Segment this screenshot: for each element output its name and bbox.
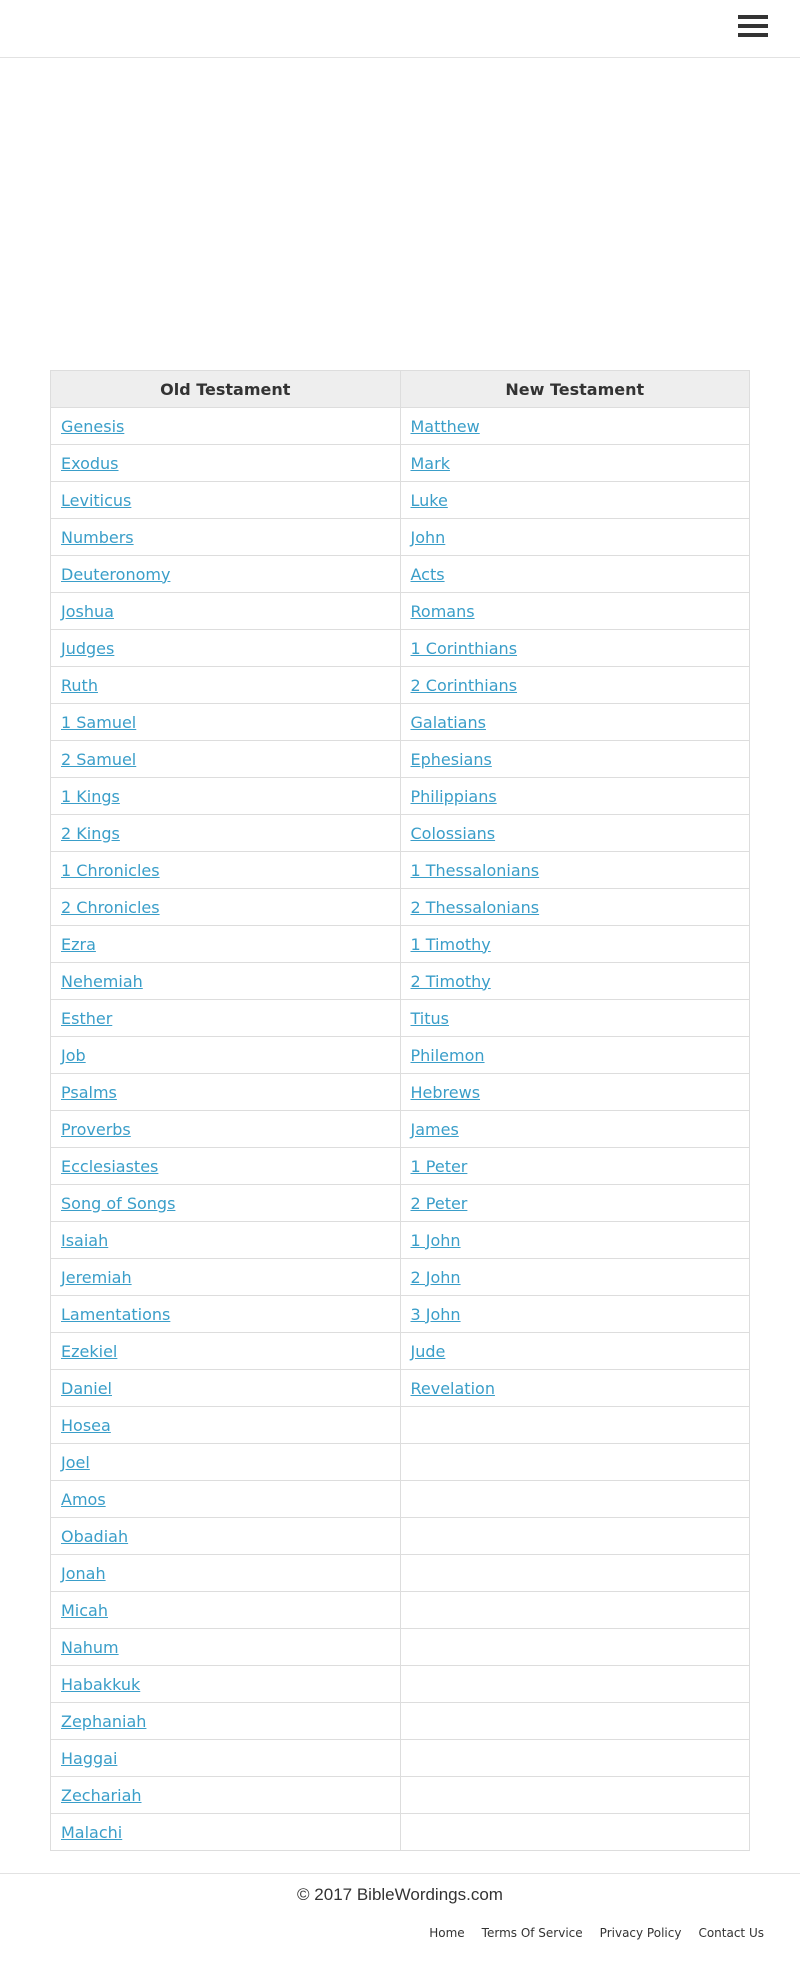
new-testament-cell bbox=[400, 1481, 750, 1518]
book-link[interactable]: Zephaniah bbox=[61, 1711, 147, 1731]
table-row bbox=[51, 1481, 750, 1518]
new-testament-cell bbox=[400, 445, 750, 482]
table-row bbox=[51, 1666, 750, 1703]
book-link[interactable]: Job bbox=[61, 1045, 86, 1065]
old-testament-cell bbox=[51, 1703, 401, 1740]
book-link[interactable]: Isaiah bbox=[61, 1230, 109, 1250]
new-testament-cell bbox=[400, 1740, 750, 1777]
old-testament-cell bbox=[51, 1777, 401, 1814]
table-row bbox=[51, 1555, 750, 1592]
new-testament-cell bbox=[400, 889, 750, 926]
book-link[interactable]: 1 Chronicles bbox=[61, 860, 160, 880]
table-row bbox=[51, 1703, 750, 1740]
book-link[interactable]: Ezekiel bbox=[61, 1341, 118, 1361]
new-testament-cell bbox=[400, 1555, 750, 1592]
table-row bbox=[51, 1074, 750, 1111]
old-testament-cell bbox=[51, 482, 401, 519]
old-testament-cell bbox=[51, 1333, 401, 1370]
new-testament-cell bbox=[400, 1518, 750, 1555]
book-link[interactable]: Habakkuk bbox=[61, 1674, 141, 1694]
new-testament-cell bbox=[400, 1370, 750, 1407]
old-testament-cell bbox=[51, 556, 401, 593]
table-row bbox=[51, 1444, 750, 1481]
menu-bar bbox=[738, 24, 768, 28]
table-row bbox=[51, 778, 750, 815]
old-testament-cell bbox=[51, 1444, 401, 1481]
old-testament-cell bbox=[51, 408, 401, 445]
book-link[interactable]: Esther bbox=[61, 1008, 113, 1028]
book-link[interactable]: Joshua bbox=[61, 601, 114, 621]
menu-bar bbox=[738, 15, 768, 19]
table-row bbox=[51, 1259, 750, 1296]
book-link[interactable]: 1 Samuel bbox=[61, 712, 137, 732]
table-row bbox=[51, 741, 750, 778]
old-testament-header: Old Testament bbox=[51, 371, 401, 408]
book-link[interactable]: Hosea bbox=[61, 1415, 111, 1435]
old-testament-cell bbox=[51, 704, 401, 741]
footer-link-home[interactable]: Home bbox=[429, 1926, 465, 1940]
book-link[interactable]: Micah bbox=[61, 1600, 108, 1620]
table-row bbox=[51, 963, 750, 1000]
old-testament-cell bbox=[51, 1518, 401, 1555]
new-testament-cell bbox=[400, 704, 750, 741]
old-testament-cell bbox=[51, 778, 401, 815]
new-testament-cell bbox=[400, 667, 750, 704]
table-row bbox=[51, 1777, 750, 1814]
old-testament-cell bbox=[51, 1222, 401, 1259]
copyright-text: © 2017 BibleWordings.com bbox=[297, 1885, 503, 1904]
book-link[interactable]: Song of Songs bbox=[61, 1193, 176, 1213]
new-testament-cell bbox=[400, 1666, 750, 1703]
new-testament-cell bbox=[400, 1444, 750, 1481]
new-testament-cell bbox=[400, 1703, 750, 1740]
table-row bbox=[51, 889, 750, 926]
table-row bbox=[51, 408, 750, 445]
new-testament-cell bbox=[400, 1148, 750, 1185]
book-link[interactable]: 1 Thessalonians bbox=[410, 860, 540, 880]
old-testament-cell bbox=[51, 852, 401, 889]
footer-link-privacy[interactable]: Privacy Policy bbox=[599, 1926, 682, 1940]
book-link[interactable]: Revelation bbox=[410, 1378, 495, 1398]
table-row bbox=[51, 1592, 750, 1629]
table-row bbox=[51, 1333, 750, 1370]
new-testament-cell bbox=[400, 1777, 750, 1814]
old-testament-cell bbox=[51, 1481, 401, 1518]
book-link[interactable]: Genesis bbox=[61, 416, 125, 436]
book-link[interactable]: 2 Thessalonians bbox=[410, 897, 540, 917]
old-testament-cell bbox=[51, 889, 401, 926]
table-row bbox=[51, 630, 750, 667]
table-row bbox=[51, 1629, 750, 1666]
book-link[interactable]: Luke bbox=[410, 490, 448, 510]
site-footer bbox=[0, 1873, 800, 1972]
footer-links bbox=[429, 1926, 764, 1940]
book-link[interactable]: Judges bbox=[61, 638, 115, 658]
book-link[interactable]: Deuteronomy bbox=[61, 564, 171, 584]
new-testament-cell bbox=[400, 778, 750, 815]
table-row bbox=[51, 482, 750, 519]
old-testament-cell bbox=[51, 1185, 401, 1222]
new-testament-header: New Testament bbox=[400, 371, 750, 408]
new-testament-cell bbox=[400, 1407, 750, 1444]
new-testament-cell bbox=[400, 1629, 750, 1666]
footer-link-contact[interactable]: Contact Us bbox=[698, 1926, 764, 1940]
book-link[interactable]: Titus bbox=[410, 1008, 449, 1028]
old-testament-cell bbox=[51, 741, 401, 778]
old-testament-cell bbox=[51, 1407, 401, 1444]
new-testament-cell bbox=[400, 926, 750, 963]
book-link[interactable]: 1 Timothy bbox=[410, 934, 491, 954]
new-testament-cell bbox=[400, 519, 750, 556]
old-testament-cell bbox=[51, 1666, 401, 1703]
book-link[interactable]: Exodus bbox=[61, 453, 119, 473]
site-header bbox=[0, 0, 800, 58]
new-testament-cell bbox=[400, 1222, 750, 1259]
old-testament-cell bbox=[51, 963, 401, 1000]
old-testament-cell bbox=[51, 1814, 401, 1851]
old-testament-cell bbox=[51, 1555, 401, 1592]
book-link[interactable]: John bbox=[410, 527, 446, 547]
book-link[interactable]: Ruth bbox=[61, 675, 98, 695]
book-link[interactable]: 2 Kings bbox=[61, 823, 120, 843]
book-link[interactable]: 3 John bbox=[410, 1304, 461, 1324]
old-testament-cell bbox=[51, 593, 401, 630]
new-testament-cell bbox=[400, 1592, 750, 1629]
book-link[interactable]: Ezra bbox=[61, 934, 96, 954]
table-row bbox=[51, 1814, 750, 1851]
new-testament-cell bbox=[400, 1259, 750, 1296]
old-testament-cell bbox=[51, 1592, 401, 1629]
table-row bbox=[51, 704, 750, 741]
book-link[interactable]: Jonah bbox=[61, 1563, 106, 1583]
table-row bbox=[51, 1111, 750, 1148]
table-row bbox=[51, 1037, 750, 1074]
book-link[interactable]: Galatians bbox=[410, 712, 486, 732]
old-testament-cell bbox=[51, 667, 401, 704]
book-link[interactable]: Matthew bbox=[410, 416, 480, 436]
book-link[interactable]: Nahum bbox=[61, 1637, 119, 1657]
new-testament-cell bbox=[400, 1037, 750, 1074]
menu-bar bbox=[738, 33, 768, 37]
book-link[interactable]: 2 Corinthians bbox=[410, 675, 518, 695]
book-link[interactable]: Numbers bbox=[61, 527, 134, 547]
old-testament-cell bbox=[51, 926, 401, 963]
book-link[interactable]: Ecclesiastes bbox=[61, 1156, 159, 1176]
book-link[interactable]: Leviticus bbox=[61, 490, 132, 510]
old-testament-cell bbox=[51, 1148, 401, 1185]
book-link[interactable]: Acts bbox=[410, 564, 445, 584]
table-row bbox=[51, 815, 750, 852]
new-testament-cell bbox=[400, 630, 750, 667]
book-link[interactable]: 2 John bbox=[410, 1267, 461, 1287]
old-testament-cell bbox=[51, 445, 401, 482]
new-testament-cell bbox=[400, 1333, 750, 1370]
table-header-row bbox=[51, 371, 750, 408]
table-row bbox=[51, 519, 750, 556]
old-testament-cell bbox=[51, 1111, 401, 1148]
old-testament-cell bbox=[51, 519, 401, 556]
new-testament-cell bbox=[400, 482, 750, 519]
table-row bbox=[51, 1370, 750, 1407]
old-testament-cell bbox=[51, 1000, 401, 1037]
old-testament-cell bbox=[51, 1629, 401, 1666]
book-link[interactable]: Psalms bbox=[61, 1082, 117, 1102]
book-link[interactable]: Jude bbox=[410, 1341, 446, 1361]
book-link[interactable]: Daniel bbox=[61, 1378, 112, 1398]
book-link[interactable]: Philippians bbox=[410, 786, 497, 806]
book-link[interactable]: 1 John bbox=[410, 1230, 461, 1250]
book-link[interactable]: Philemon bbox=[410, 1045, 485, 1065]
book-link[interactable]: Mark bbox=[410, 453, 450, 473]
old-testament-cell bbox=[51, 630, 401, 667]
old-testament-cell bbox=[51, 1259, 401, 1296]
book-link[interactable]: Proverbs bbox=[61, 1119, 131, 1139]
new-testament-cell bbox=[400, 1296, 750, 1333]
table-row bbox=[51, 556, 750, 593]
book-link[interactable]: 1 Kings bbox=[61, 786, 120, 806]
book-link[interactable]: Jeremiah bbox=[61, 1267, 132, 1287]
book-link[interactable]: Joel bbox=[61, 1452, 90, 1472]
book-link[interactable]: Zechariah bbox=[61, 1785, 142, 1805]
table-row bbox=[51, 852, 750, 889]
book-link[interactable]: Obadiah bbox=[61, 1526, 129, 1546]
book-link[interactable]: Romans bbox=[410, 601, 475, 621]
table-row bbox=[51, 1518, 750, 1555]
new-testament-cell bbox=[400, 1074, 750, 1111]
book-link[interactable]: Ephesians bbox=[410, 749, 492, 769]
new-testament-cell bbox=[400, 1185, 750, 1222]
new-testament-cell bbox=[400, 1814, 750, 1851]
book-link[interactable]: 2 Chronicles bbox=[61, 897, 160, 917]
book-link[interactable]: 1 Peter bbox=[410, 1156, 468, 1176]
old-testament-cell bbox=[51, 815, 401, 852]
table-row bbox=[51, 1185, 750, 1222]
new-testament-cell bbox=[400, 556, 750, 593]
hamburger-menu-icon[interactable] bbox=[738, 15, 768, 40]
table-row bbox=[51, 1148, 750, 1185]
new-testament-cell bbox=[400, 408, 750, 445]
table-row bbox=[51, 667, 750, 704]
table-row bbox=[51, 593, 750, 630]
book-link[interactable]: Amos bbox=[61, 1489, 106, 1509]
book-link[interactable]: Nehemiah bbox=[61, 971, 143, 991]
new-testament-cell bbox=[400, 852, 750, 889]
old-testament-cell bbox=[51, 1296, 401, 1333]
new-testament-cell bbox=[400, 741, 750, 778]
book-link[interactable]: Lamentations bbox=[61, 1304, 171, 1324]
book-link[interactable]: Colossians bbox=[410, 823, 496, 843]
table-row bbox=[51, 926, 750, 963]
book-link[interactable]: 2 Timothy bbox=[410, 971, 491, 991]
book-link[interactable]: 1 Corinthians bbox=[410, 638, 518, 658]
book-link[interactable]: 2 Peter bbox=[410, 1193, 468, 1213]
old-testament-cell bbox=[51, 1074, 401, 1111]
book-link[interactable]: 2 Samuel bbox=[61, 749, 137, 769]
new-testament-cell bbox=[400, 593, 750, 630]
table-row bbox=[51, 1407, 750, 1444]
book-link[interactable]: Malachi bbox=[61, 1822, 123, 1842]
books-table-body bbox=[51, 408, 750, 1851]
old-testament-cell bbox=[51, 1370, 401, 1407]
new-testament-cell bbox=[400, 1111, 750, 1148]
table-row bbox=[51, 1000, 750, 1037]
book-link[interactable]: Hebrews bbox=[410, 1082, 481, 1102]
table-row bbox=[51, 1740, 750, 1777]
footer-link-terms[interactable]: Terms Of Service bbox=[481, 1926, 583, 1940]
books-table bbox=[50, 370, 750, 1851]
old-testament-cell bbox=[51, 1037, 401, 1074]
new-testament-cell bbox=[400, 963, 750, 1000]
new-testament-cell bbox=[400, 815, 750, 852]
table-row bbox=[51, 1296, 750, 1333]
table-row bbox=[51, 445, 750, 482]
old-testament-cell bbox=[51, 1740, 401, 1777]
book-link[interactable]: James bbox=[410, 1119, 459, 1139]
new-testament-cell bbox=[400, 1000, 750, 1037]
table-row bbox=[51, 1222, 750, 1259]
book-link[interactable]: Haggai bbox=[61, 1748, 118, 1768]
